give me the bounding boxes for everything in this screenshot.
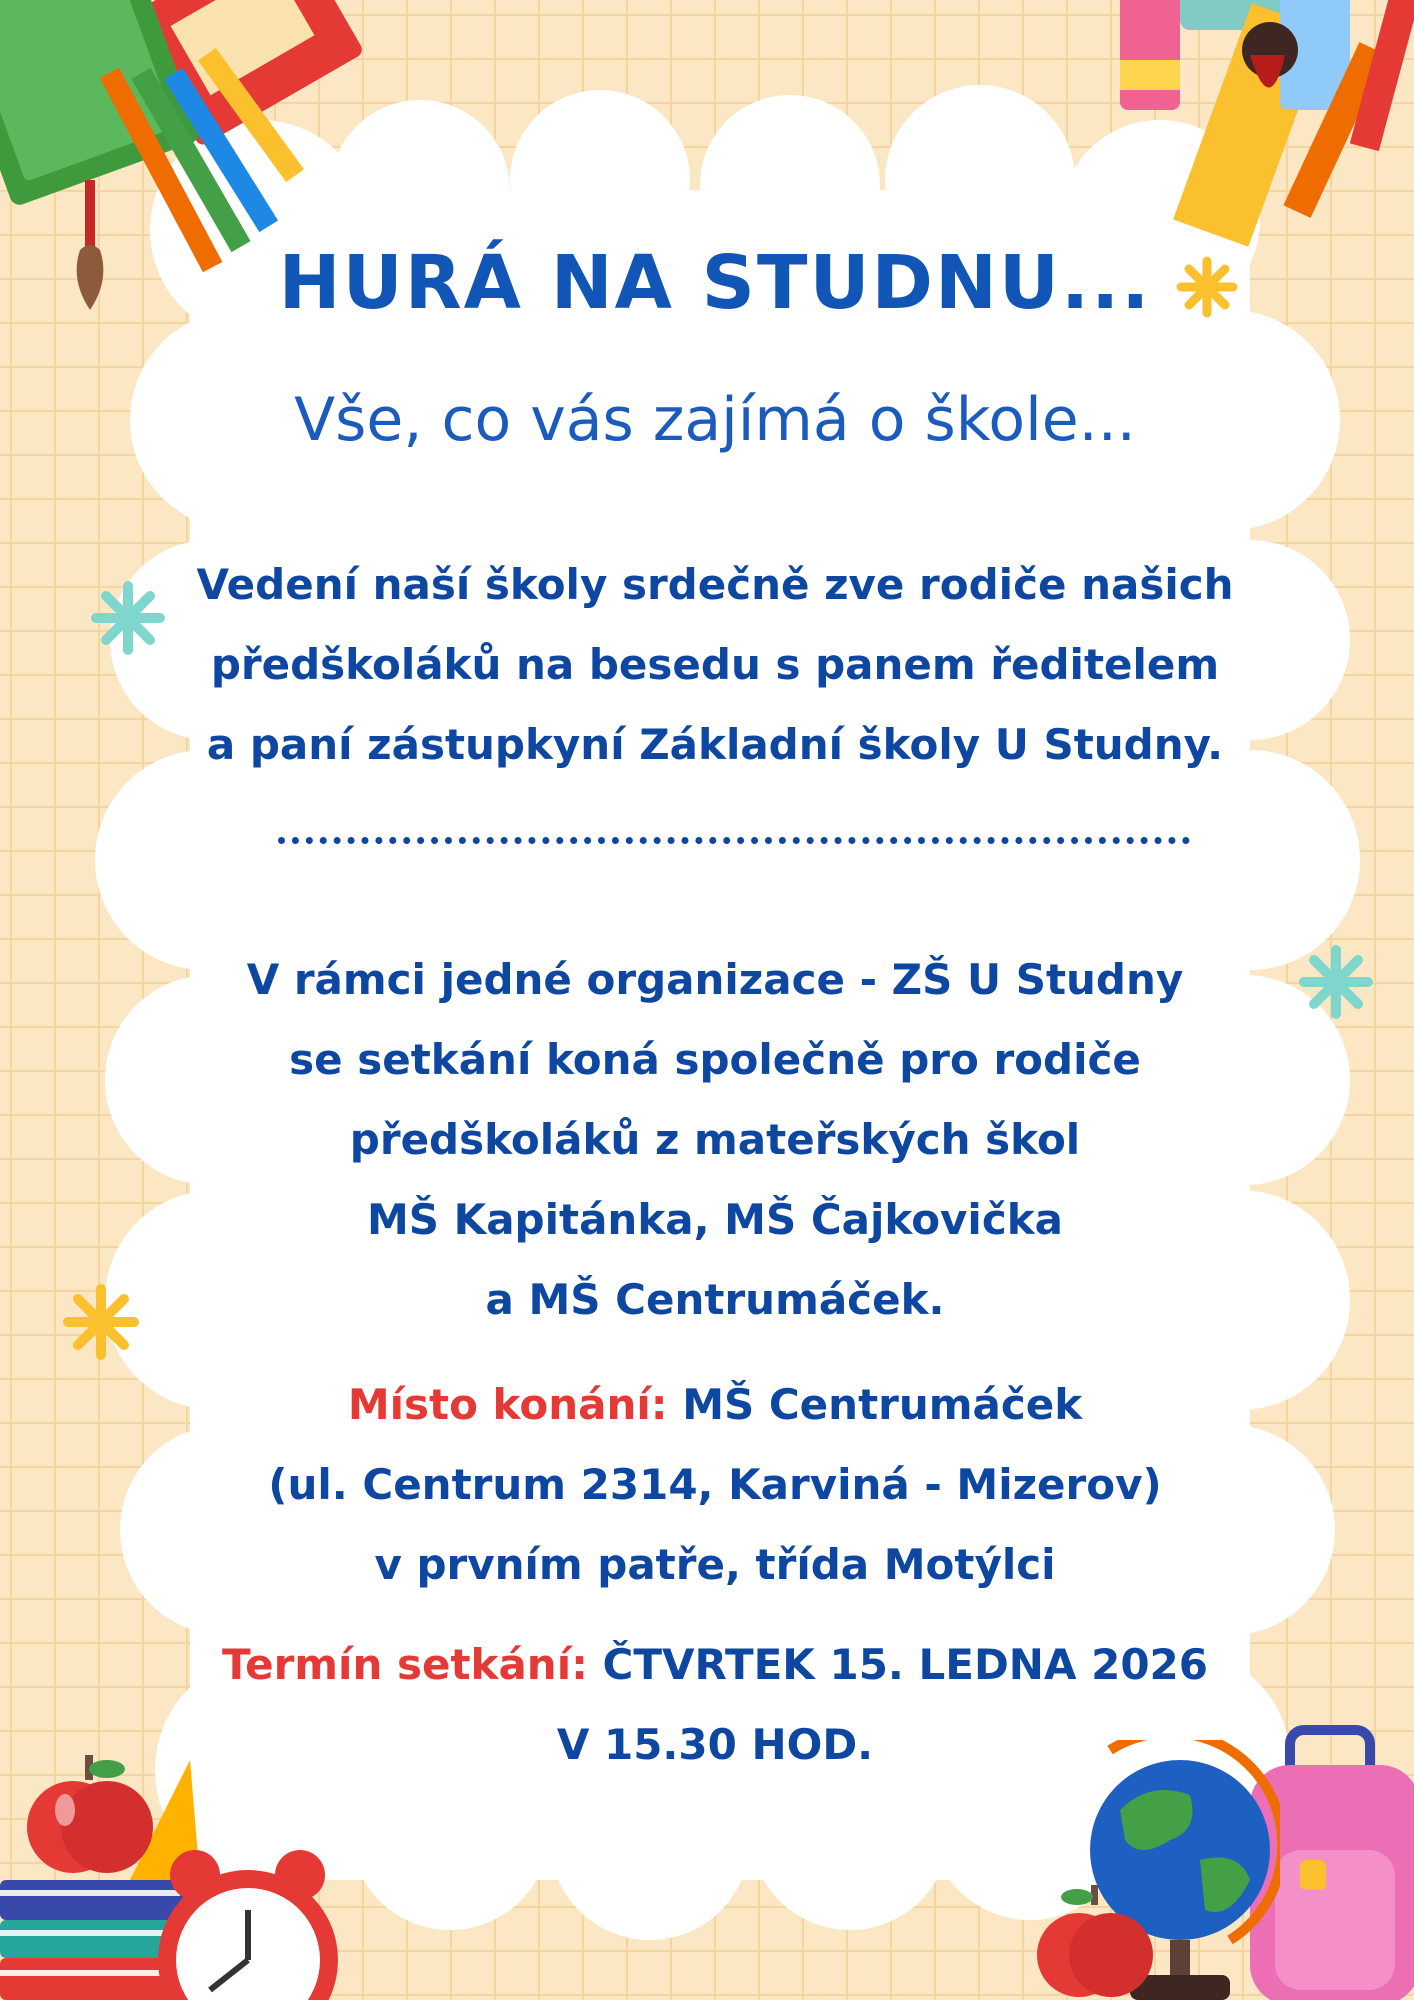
place-value: MŠ Centrumáček [682,1380,1083,1429]
apple-icon [1035,1885,1155,2000]
date-value: ČTVRTEK 15. LEDNA 2026 [602,1640,1208,1689]
paintbrush-icon [55,180,135,320]
details-line: předškoláků z mateřských škol [349,1115,1081,1164]
page-title: HURÁ NA STUDNU... [278,240,1152,326]
details-paragraph [150,940,1280,1340]
details-line: se setkání koná společně pro rodiče [289,1035,1141,1084]
details-line: a MŠ Centrumáček. [485,1275,945,1324]
date-line [150,1625,1280,1705]
place-label: Místo konání: [347,1380,668,1429]
intro-line: předškoláků na besedu s panem ředitelem [210,640,1220,689]
apple-icon [25,1755,155,1885]
time-value: V 15.30 HOD. [556,1720,874,1769]
asterisk-icon [1298,944,1374,1020]
details-line: MŠ Kapitánka, MŠ Čajkovička [366,1195,1063,1244]
page-subtitle: Vše, co vás zajímá o škole... [294,385,1136,455]
venue-line [150,1365,1280,1445]
alarm-clock-icon [150,1850,350,2000]
date-label: Termín setkání: [222,1640,588,1689]
intro-paragraph [150,545,1280,785]
asterisk-icon [62,1283,140,1361]
intro-line: a paní zástupkyní Základní školy U Studny. [206,720,1224,769]
address-line: (ul. Centrum 2314, Karviná - Mizerov) [268,1460,1162,1509]
ruler-icon [1100,0,1414,260]
venue-paragraph [150,1365,1280,1605]
date-paragraph [150,1625,1280,1785]
room-line: v prvním patře, třída Motýlci [374,1540,1056,1589]
intro-line: Vedení naší školy srdečně zve rodiče našich [196,560,1234,609]
details-line: V rámci jedné organizace - ZŠ U Studny [246,955,1184,1004]
dotted-separator [278,837,1190,844]
